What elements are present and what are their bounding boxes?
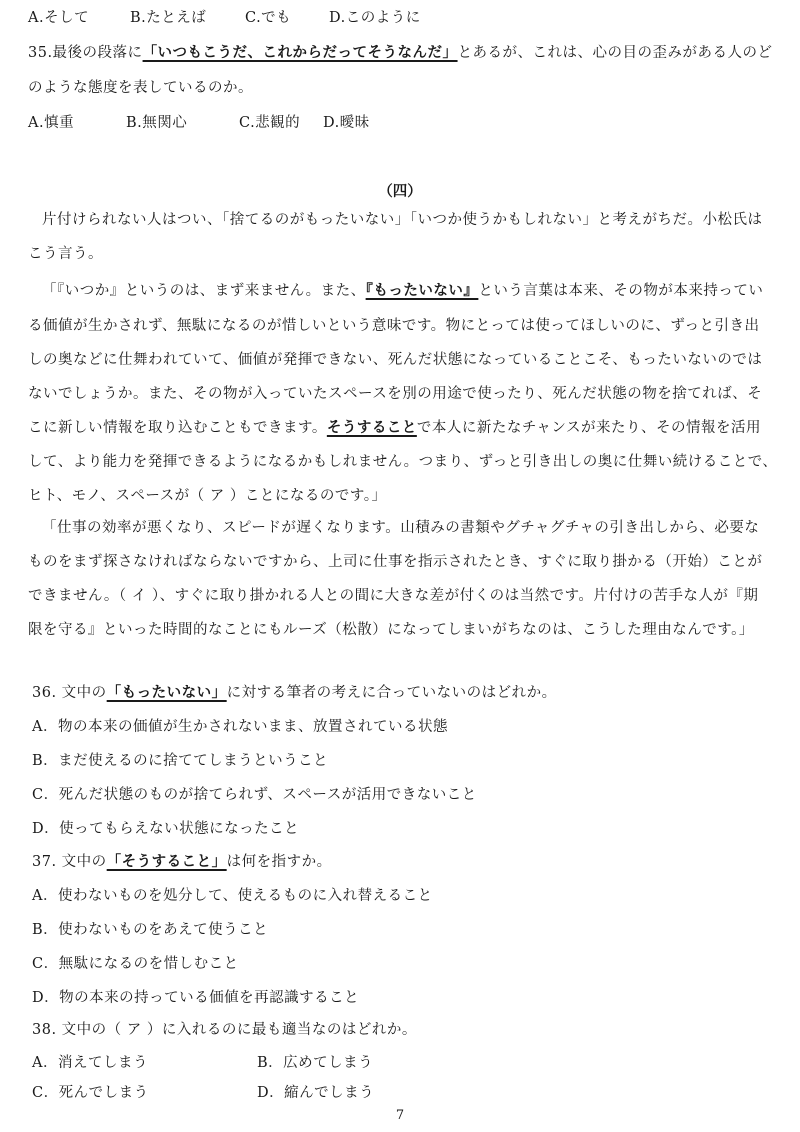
- q36-prefix: 36. 文中の: [32, 685, 107, 701]
- q38-options-row1: [32, 1053, 373, 1073]
- q34-option-d: D.このように: [329, 10, 421, 26]
- passage-text: 「『いつか』というのは、まず来ません。また、: [42, 283, 366, 299]
- q36-stem: [32, 683, 557, 703]
- q35-option-b: B.無関心: [126, 115, 188, 131]
- passage-p3-line2: ものをまず探さなければならないですから、上司に仕事を指示されたとき、すぐに取り掛かる（开始）ことが: [28, 554, 763, 570]
- q36-suffix: に対する筆者の考えに合っていないのはどれか。: [226, 685, 557, 701]
- q34-option-a: A.そして: [28, 10, 90, 26]
- q38-option-a: A．消えてしまう: [32, 1055, 148, 1071]
- q35-suffix: とあるが、これは、心の目の歪みがある人のど: [457, 45, 773, 61]
- passage-p2-line6: して、より能力を発揮できるようになるかもしれません。つまり、ずっと引き出しの奥に仕舞い続けることで、: [28, 454, 778, 470]
- q35-stem-line2: のような態度を表しているのか。: [28, 80, 253, 96]
- q37-option-a: A．使わないものを処分して、使えるものに入れ替えること: [32, 888, 433, 904]
- passage-text: こに新しい情報を取り込むこともできます。: [28, 420, 327, 436]
- passage-p2-line1: [42, 281, 763, 301]
- q34-option-b: B.たとえば: [130, 10, 207, 26]
- q38-option-c: C．死んでしまう: [32, 1085, 149, 1101]
- q37-quote: 「そうすること」: [106, 853, 227, 870]
- passage-p2-line7: ヒト、モノ、スペースが（ ア ）ことになるのです。」: [28, 488, 387, 504]
- section-title: （四）: [378, 183, 422, 200]
- q38-option-d: D．縮んでしまう: [257, 1085, 375, 1101]
- q37-prefix: 37. 文中の: [32, 854, 107, 870]
- q37-option-b: B．使わないものをあえて使うこと: [32, 922, 269, 938]
- q38-options-row2: [32, 1083, 374, 1103]
- passage-text: で本人に新たなチャンスが来たり、その情報を活用: [416, 420, 761, 436]
- q37-stem: [32, 852, 332, 872]
- q35-options: [28, 113, 370, 133]
- q34-option-c: C.でも: [245, 10, 292, 26]
- q35-stem-line1: [28, 43, 773, 63]
- passage-p1-line2: こう言う。: [28, 246, 103, 262]
- q37-option-d: D．物の本来の持っている価値を再認識すること: [32, 990, 360, 1006]
- passage-p2-line3: しの奥などに仕舞われていて、価値が発揮できない、死んだ状態になっていることこそ、もったいないのでは: [28, 352, 763, 368]
- passage-p2-line5: [28, 418, 761, 438]
- q36-option-a: A．物の本来の価値が生かされないまま、放置されている状態: [32, 719, 448, 735]
- q35-option-a: A.慎重: [28, 115, 75, 131]
- q35-prefix: 35.最後の段落に: [28, 45, 143, 61]
- q38-stem: 38. 文中の（ ア ）に入れるのに最も適当なのはどれか。: [32, 1022, 417, 1038]
- q35-option-d: D.曖昧: [323, 115, 370, 131]
- passage-p2-line2: る価値が生かされず、無駄になるのが惜しいという意味です。物にとっては使ってほしいのに、ずっと引き出: [28, 318, 760, 334]
- q34-options: [28, 8, 421, 28]
- passage-p3-line1: 「仕事の効率が悪くなり、スピードが遅くなります。山積みの書類やグチャグチャの引き出しから、必要な: [42, 520, 760, 536]
- q37-suffix: は何を指すか。: [226, 854, 332, 870]
- passage-p3-line4: 限を守る』といった時間的なことにもルーズ（松散）になってしまいがちなのは、こうした理由なんです。」: [28, 622, 754, 638]
- page-number: 7: [395, 1108, 405, 1123]
- passage-text: という言葉は本来、その物が本来持ってい: [478, 283, 764, 299]
- q35-option-c: C.悲観的: [239, 115, 301, 131]
- q35-quote: 「いつもこうだ、これからだってそうなんだ」: [142, 44, 458, 61]
- q36-option-c: C．死んだ状態のものが捨てられず、スペースが活用できないこと: [32, 787, 477, 803]
- passage-p1-line1: 片付けられない人はつい、「捨てるのがもったいない」「いつか使うかもしれない」と考えがちだ。小松氏は: [42, 212, 763, 228]
- q38-option-b: B．広めてしまう: [257, 1055, 374, 1071]
- q37-option-c: C．無駄になるのを惜しむこと: [32, 956, 239, 972]
- q36-option-b: B．まだ使えるのに捨ててしまうということ: [32, 753, 329, 769]
- sousurukoto-underlined: そうすること: [326, 419, 417, 436]
- passage-p3-line3: できません。（ イ ）、すぐに取り掛かれる人との間に大きな差が付くのは当然です。片付けの苦手な人が『期: [28, 588, 759, 604]
- q36-option-d: D．使ってもらえない状態になったこと: [32, 821, 300, 837]
- passage-p2-line4: ないでしょうか。また、その物が入っていたスペースを別の用途で使ったり、死んだ状態の物を捨てれば、そ: [28, 386, 763, 402]
- q36-quote: 「もったいない」: [106, 684, 227, 701]
- mottainai-underlined: 『もったいない』: [365, 282, 479, 299]
